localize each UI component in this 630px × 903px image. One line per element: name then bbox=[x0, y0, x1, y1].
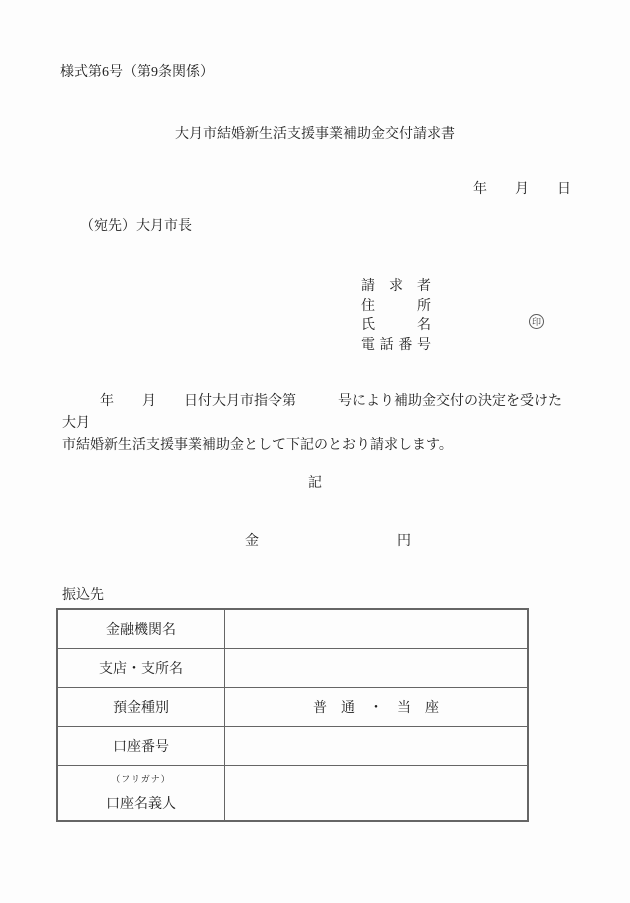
transfer-section-label: 振込先 bbox=[62, 588, 104, 603]
table-row bbox=[57, 609, 528, 648]
requester-phone-label: 電話番号 bbox=[361, 337, 431, 353]
account-number-blank-cell[interactable] bbox=[225, 726, 529, 765]
record-heading: 記 bbox=[308, 476, 322, 491]
bank-name-blank-cell[interactable] bbox=[225, 609, 529, 648]
account-holder-label-cell bbox=[57, 765, 225, 821]
requester-address-label: 住所 bbox=[361, 298, 431, 314]
table-row bbox=[57, 687, 528, 726]
table-row bbox=[57, 726, 528, 765]
deposit-type-options[interactable]: 普 通 ・ 当 座 bbox=[225, 687, 529, 726]
form-number: 様式第6号（第9条関係） bbox=[60, 65, 214, 80]
furigana-label: （フリガナ） bbox=[111, 773, 171, 784]
addressee: （宛先）大月市長 bbox=[80, 219, 192, 234]
body-paragraph bbox=[62, 391, 574, 457]
body-line-1: 年 月 日付大月市指令第 号により補助金交付の決定を受けた大月 bbox=[62, 394, 562, 431]
transfer-table bbox=[56, 608, 529, 822]
table-row bbox=[57, 765, 528, 821]
table-row bbox=[57, 648, 528, 687]
requester-role-label: 請求者 bbox=[361, 279, 431, 294]
account-number-label: 口座番号 bbox=[57, 726, 225, 765]
amount-unit-label: 円 bbox=[397, 534, 411, 549]
account-holder-label: 口座名義人 bbox=[106, 796, 176, 812]
branch-name-label: 支店・支所名 bbox=[57, 648, 225, 687]
requester-block bbox=[361, 277, 431, 355]
seal-mark-icon: 印 bbox=[529, 314, 544, 329]
branch-name-blank-cell[interactable] bbox=[225, 648, 529, 687]
bank-name-label: 金融機関名 bbox=[57, 609, 225, 648]
requester-name-label: 氏名 bbox=[361, 318, 431, 333]
document-title: 大月市結婚新生活支援事業補助金交付請求書 bbox=[175, 127, 455, 142]
deposit-type-label: 預金種別 bbox=[57, 687, 225, 726]
body-line-2: 市結婚新生活支援事業補助金として下記のとおり請求します。 bbox=[62, 438, 453, 453]
amount-prefix-label: 金 bbox=[245, 534, 259, 549]
account-holder-blank-cell[interactable] bbox=[225, 765, 529, 821]
date-line: 年 月 日 bbox=[473, 182, 571, 197]
